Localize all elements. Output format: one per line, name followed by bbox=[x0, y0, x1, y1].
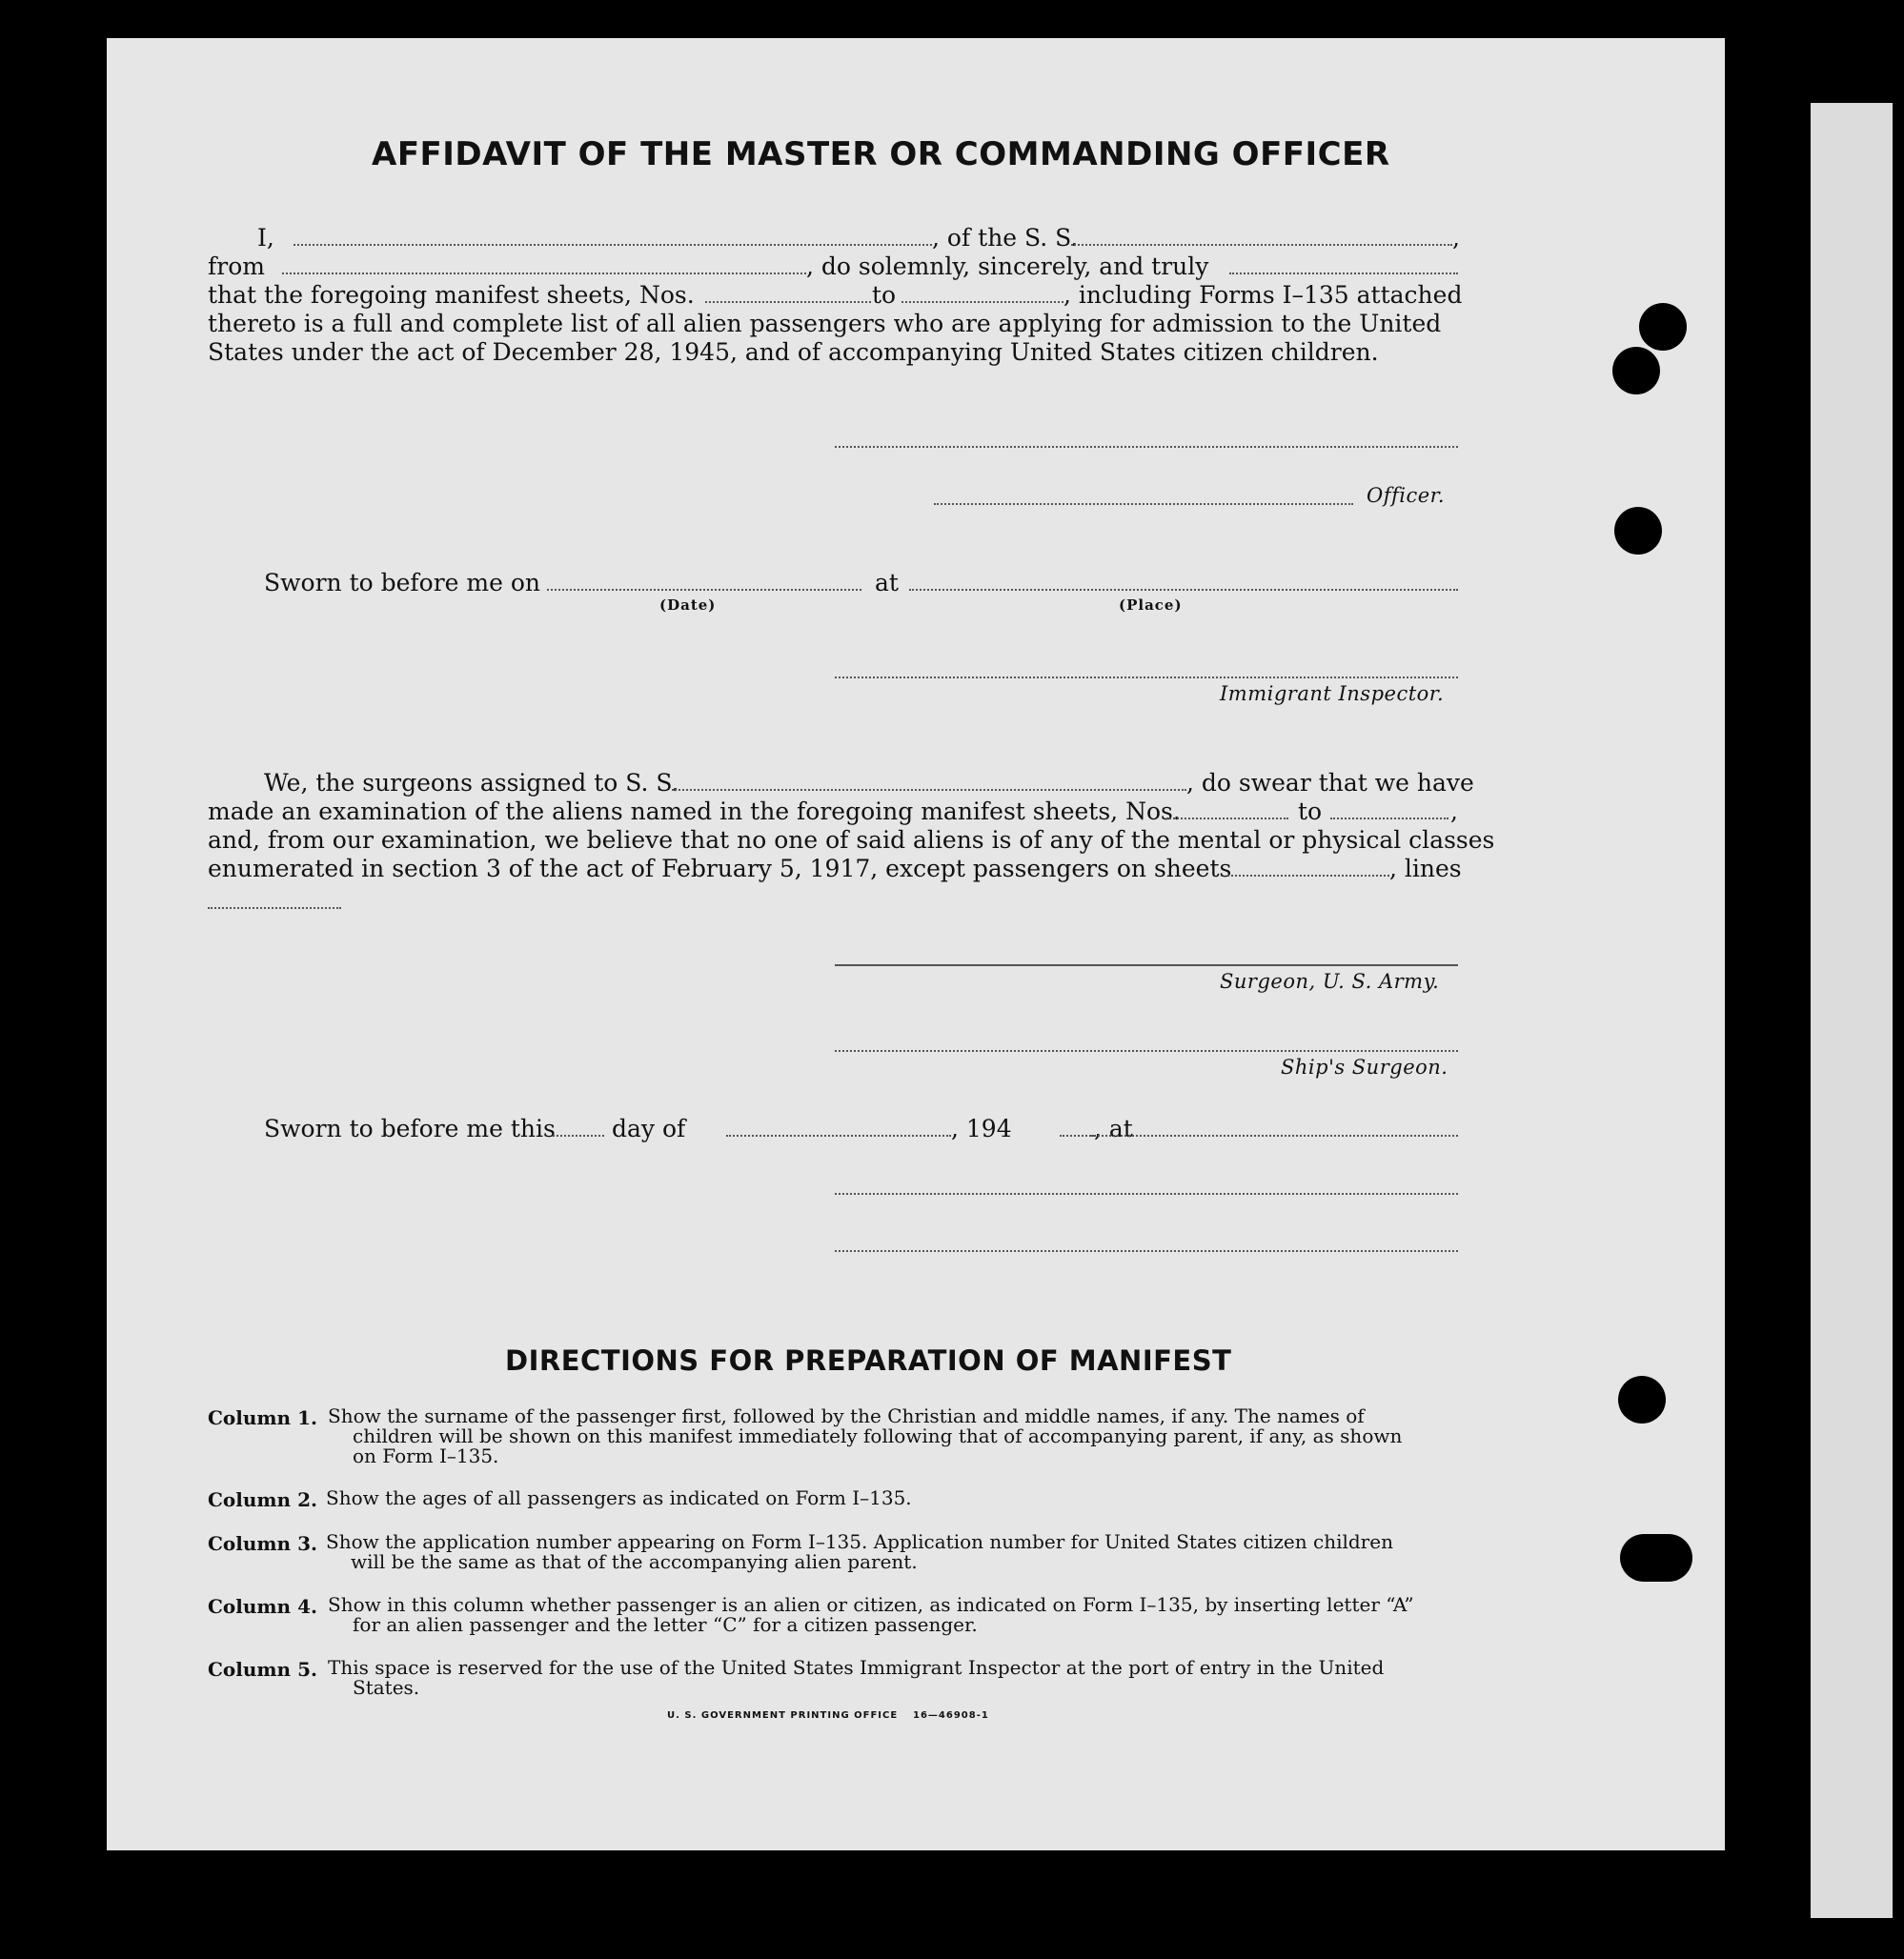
affidavit-text-solemnly: , do solemnly, sincerely, and truly bbox=[806, 252, 1209, 280]
place-label: (Place) bbox=[1119, 596, 1183, 614]
officer-name-field[interactable] bbox=[294, 244, 932, 246]
sworn-text: Sworn to before me on bbox=[264, 569, 541, 596]
date-label: (Date) bbox=[659, 596, 717, 614]
sworn2-text-dayof: day of bbox=[612, 1115, 686, 1142]
column-2-text bbox=[326, 1488, 1469, 1508]
surgeons-comma: , bbox=[1450, 798, 1458, 825]
column-3-text bbox=[326, 1532, 1469, 1572]
except-lines-field[interactable] bbox=[208, 907, 341, 909]
surgeons-sheets-from-field[interactable] bbox=[1166, 818, 1288, 819]
column-1-label: Column 1. bbox=[208, 1406, 317, 1429]
punch-hole-5 bbox=[1620, 1534, 1692, 1582]
officer-signature-line[interactable] bbox=[835, 446, 1458, 448]
affidavit-text-line5: States under the act of December 28, 1945, and of accompanying United States citizen children. bbox=[208, 338, 1379, 366]
sworn2-text-year: , 194 bbox=[951, 1115, 1012, 1142]
surgeons-text-line3: and, from our examination, we believe that no one of said aliens is of any of the mental or physical classes bbox=[208, 826, 1495, 854]
affidavit-text-to: to bbox=[872, 281, 897, 309]
affidavit-comma: , bbox=[1452, 224, 1460, 252]
surgeons-text-lines: , lines bbox=[1389, 855, 1462, 882]
affidavit-text-including: , including Forms I–135 attached bbox=[1063, 281, 1463, 309]
column-1-line-1: Show the surname of the passenger first, followed by the Christian and middle names, if any. The names of bbox=[328, 1404, 1365, 1427]
army-surgeon-signature-line[interactable] bbox=[835, 964, 1458, 966]
army-surgeon-label: Surgeon, U. S. Army. bbox=[1220, 970, 1440, 993]
punch-hole-1 bbox=[1639, 303, 1687, 351]
sworn2-day-field[interactable] bbox=[553, 1135, 604, 1137]
sworn2-signature-line-2[interactable] bbox=[835, 1250, 1458, 1252]
inspector-signature-line[interactable] bbox=[835, 677, 1458, 678]
column-2-line-1: Show the ages of all passengers as indicated on Form I–135. bbox=[326, 1486, 912, 1509]
from-port-field[interactable] bbox=[282, 273, 806, 274]
officer-label: Officer. bbox=[1367, 484, 1446, 507]
sworn2-location-field[interactable] bbox=[1090, 1135, 1458, 1137]
column-4-line-2: for an alien passenger and the letter “C” for a citizen passenger. bbox=[353, 1613, 978, 1636]
column-1-line-2: children will be shown on this manifest immediately following that of accompanying parent, if any, as shown bbox=[353, 1424, 1403, 1447]
affidavit-text-sheets: that the foregoing manifest sheets, Nos. bbox=[208, 281, 695, 309]
column-3-line-2: will be the same as that of the accompanying alien parent. bbox=[351, 1550, 918, 1573]
sworn-text-at: at bbox=[875, 569, 899, 596]
officer-title-line[interactable] bbox=[934, 503, 1353, 505]
column-4-line-1: Show in this column whether passenger is an alien or citizen, as indicated on Form I–135, by inserting letter “A” bbox=[328, 1593, 1414, 1616]
column-5-line-2: States. bbox=[353, 1676, 420, 1699]
printer-imprint: U. S. GOVERNMENT PRINTING OFFICE bbox=[667, 1710, 899, 1721]
affidavit-text-line4: thereto is a full and complete list of all alien passengers who are applying for admission to the United bbox=[208, 310, 1442, 337]
column-1-text bbox=[328, 1406, 1471, 1466]
column-3-line-1: Show the application number appearing on Form I–135. Application number for United States citizen children bbox=[326, 1530, 1393, 1553]
column-5-text bbox=[328, 1658, 1471, 1698]
oath-word-field[interactable] bbox=[1229, 273, 1458, 274]
column-4-label: Column 4. bbox=[208, 1595, 317, 1618]
sheets-to-field[interactable] bbox=[901, 301, 1063, 303]
column-5-line-1: This space is reserved for the use of the United States Immigrant Inspector at the port of entry in the United bbox=[328, 1656, 1385, 1679]
punch-hole-4 bbox=[1618, 1376, 1666, 1424]
ship-name-field[interactable] bbox=[1071, 244, 1452, 246]
surgeons-text-line1: We, the surgeons assigned to S. S. bbox=[264, 769, 679, 797]
form-page bbox=[107, 38, 1725, 1850]
affidavit-text-ss: , of the S. S. bbox=[932, 224, 1079, 252]
column-4-text bbox=[328, 1595, 1471, 1635]
sworn2-signature-line-1[interactable] bbox=[835, 1193, 1458, 1195]
directions-title: DIRECTIONS FOR PREPARATION OF MANIFEST bbox=[505, 1344, 1232, 1377]
ship-surgeon-label: Ship's Surgeon. bbox=[1281, 1056, 1448, 1079]
surgeons-ship-field[interactable] bbox=[672, 789, 1186, 791]
sworn-place-field[interactable] bbox=[909, 589, 1458, 591]
inspector-label: Immigrant Inspector. bbox=[1220, 682, 1445, 705]
affidavit-title: AFFIDAVIT OF THE MASTER OR COMMANDING OFFICER bbox=[372, 135, 1390, 173]
form-code: 16—46908-1 bbox=[913, 1710, 989, 1721]
sworn2-year-field[interactable] bbox=[1060, 1135, 1094, 1137]
adjacent-page-edge bbox=[1811, 103, 1893, 1918]
column-2-label: Column 2. bbox=[208, 1488, 317, 1511]
affidavit-text-from: from bbox=[208, 252, 265, 280]
sworn2-month-field[interactable] bbox=[726, 1135, 951, 1137]
surgeons-sheets-to-field[interactable] bbox=[1330, 818, 1448, 819]
punch-hole-3 bbox=[1614, 507, 1662, 555]
column-3-label: Column 3. bbox=[208, 1532, 317, 1555]
surgeons-text-to: to bbox=[1298, 798, 1323, 825]
sworn-date-field[interactable] bbox=[547, 589, 861, 591]
sheets-from-field[interactable] bbox=[705, 301, 871, 303]
punch-hole-2 bbox=[1612, 347, 1660, 394]
column-5-label: Column 5. bbox=[208, 1658, 317, 1681]
surgeons-text-swear: , do swear that we have bbox=[1186, 769, 1474, 797]
sworn2-text-at: , at bbox=[1094, 1115, 1133, 1142]
column-1-line-3: on Form I–135. bbox=[353, 1444, 499, 1467]
affidavit-text-i: I, bbox=[257, 224, 274, 252]
ship-surgeon-signature-line[interactable] bbox=[835, 1050, 1458, 1052]
surgeons-text-line2: made an examination of the aliens named in the foregoing manifest sheets, Nos. bbox=[208, 798, 1181, 825]
except-sheets-field[interactable] bbox=[1227, 875, 1389, 877]
sworn2-text: Sworn to before me this bbox=[264, 1115, 556, 1142]
surgeons-text-line4: enumerated in section 3 of the act of February 5, 1917, except passengers on sheets bbox=[208, 855, 1232, 882]
